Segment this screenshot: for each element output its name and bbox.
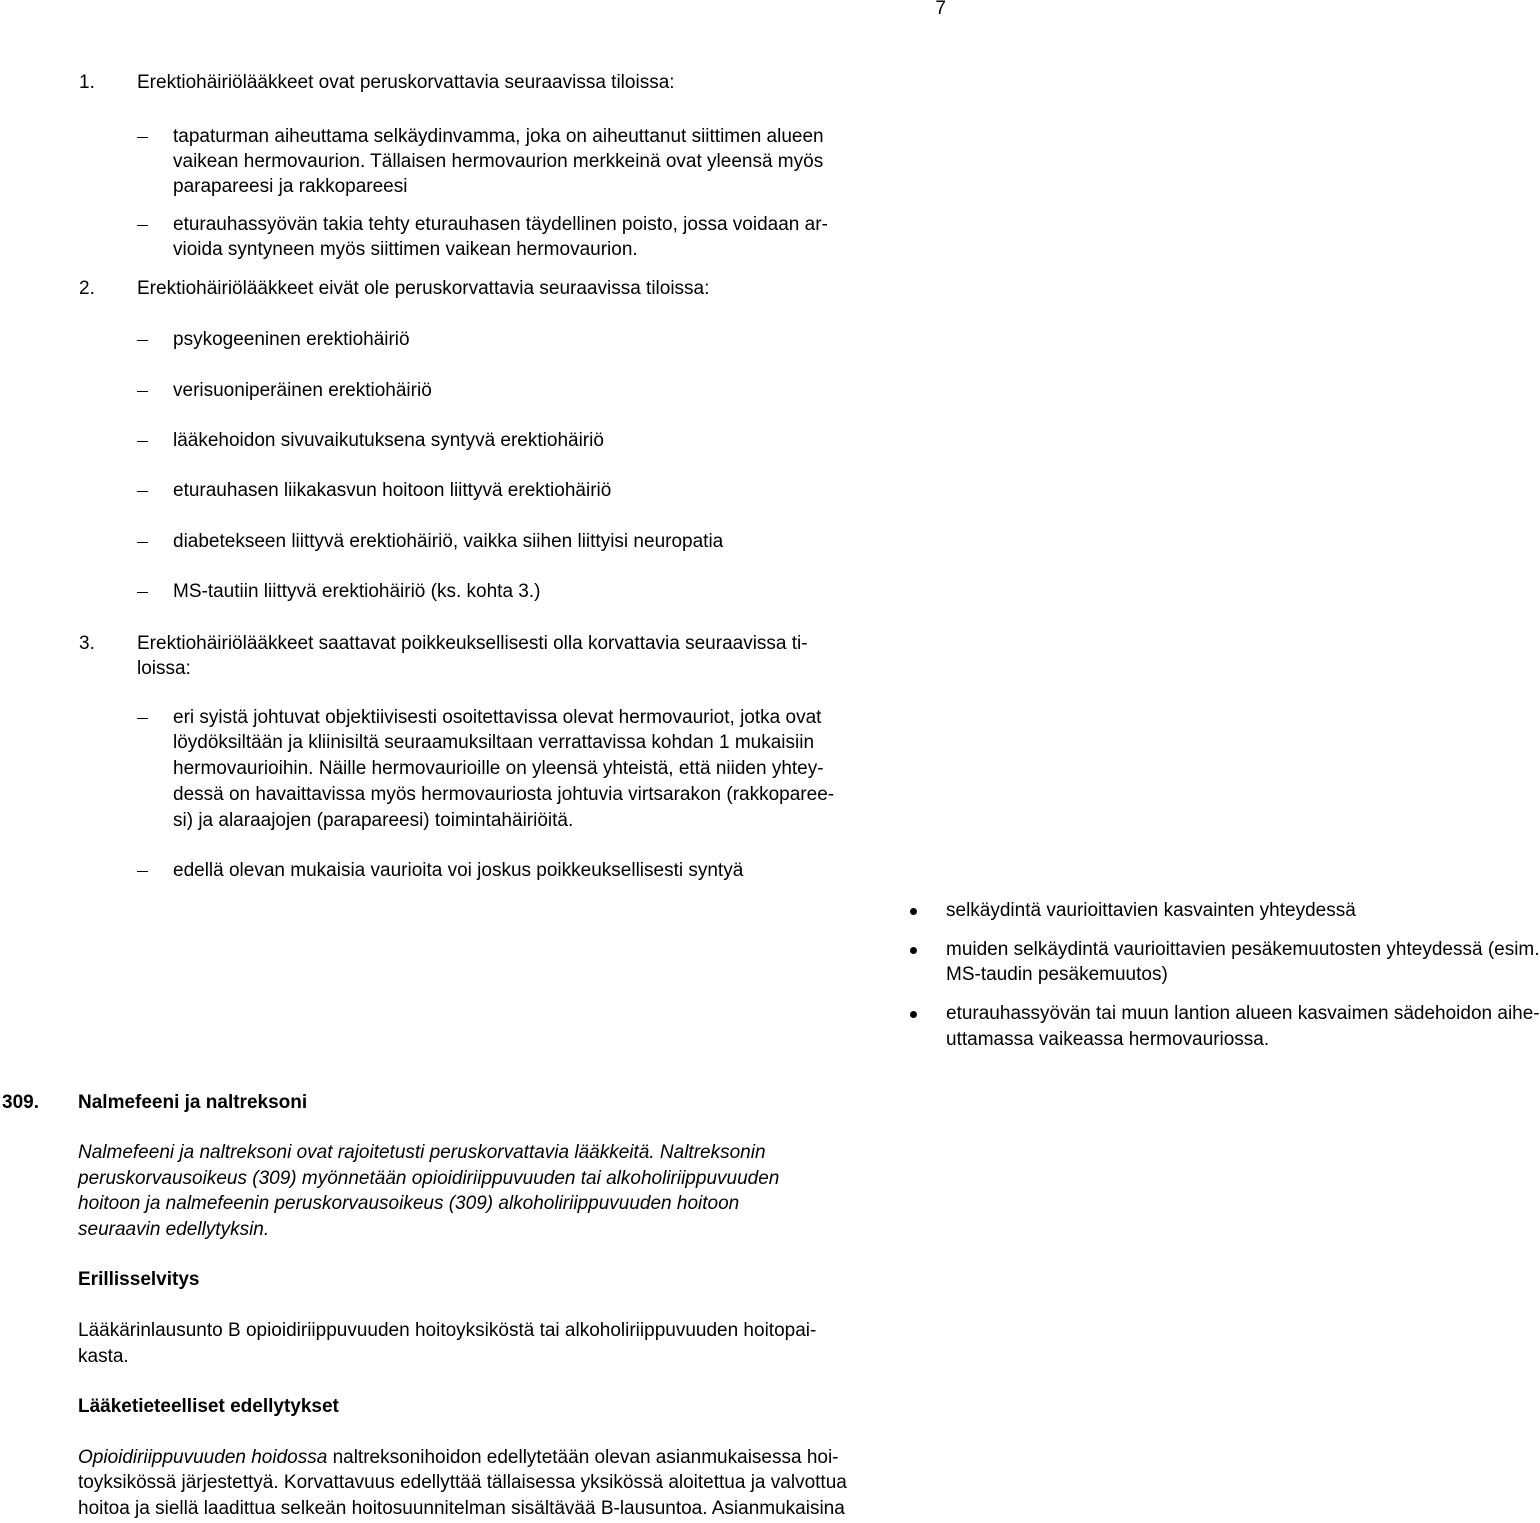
- para-2-line-2: toyksikössä järjestettyä. Korvattavuus edellyttää tällaisessa yksikössä aloitettua ja valvottua: [78, 1472, 847, 1493]
- section-title: Nalmefeeni ja naltreksoni: [78, 1092, 308, 1113]
- item-3-sub-1-line-1: eri syistä johtuvat objektiivisesti osoitettavissa olevat hermovauriot, jotka ovat: [173, 707, 822, 728]
- item-2-heading: Erektiohäiriölääkkeet eivät ole peruskorvattavia seuraavissa tiloissa:: [137, 278, 710, 299]
- item-3-sub-1-line-5: si) ja alaraajojen (parapareesi) toimintahäiriöitä.: [173, 810, 574, 831]
- item-2-sub-6: MS-tautiin liittyvä erektiohäiriö (ks. kohta 3.): [173, 581, 541, 602]
- item-1-sub-1-line-1: tapaturman aiheuttama selkäydinvamma, joka on aiheuttanut siittimen alueen: [173, 126, 824, 147]
- item-2-sub-1: psykogeeninen erektiohäiriö: [173, 329, 410, 350]
- item-1-sub-2-line-2: vioida syntyneen myös siittimen vaikean hermovaurion.: [173, 239, 638, 260]
- para-2-line-3: hoitoa ja siellä laadittua selkeän hoitosuunnitelman sisältävää B-lausuntoa. Asianmukaisina: [78, 1498, 845, 1519]
- bullet-icon: [910, 908, 917, 915]
- dash-icon: [137, 592, 148, 593]
- subheading-laaketieteelliset: Lääketieteelliset edellytykset: [78, 1396, 339, 1417]
- bullet-icon: [910, 947, 917, 954]
- item-2-sub-4: eturauhasen liikakasvun hoitoon liittyvä erektiohäiriö: [173, 480, 612, 501]
- section-intro-line-3: hoitoon ja nalmefeenin peruskorvausoikeus (309) alkoholiriippuvuuden hoitoon: [78, 1193, 740, 1214]
- dash-icon: [137, 391, 148, 392]
- item-3-sub-1-line-2: löydöksiltään ja kliinisiltä seuraamuksiltaan verrattavissa kohdan 1 mukaisiin: [173, 732, 815, 753]
- dash-icon: [137, 871, 148, 872]
- item-1-heading: Erektiohäiriölääkkeet ovat peruskorvattavia seuraavissa tiloissa:: [137, 72, 675, 93]
- item-3-bullet-1: selkäydintä vaurioittavien kasvainten yhteydessä: [946, 900, 1356, 921]
- dash-icon: [137, 225, 148, 226]
- item-3-heading-line-2: loissa:: [137, 658, 191, 679]
- section-intro-line-4: seuraavin edellytyksin.: [78, 1219, 270, 1240]
- item-2-number: 2.: [79, 278, 95, 299]
- para-1-line-1: Lääkärinlausunto B opioidiriippuvuuden hoitoyksiköstä tai alkoholiriippuvuuden hoitopai-: [78, 1320, 817, 1341]
- item-3-bullet-3-line-1: eturauhassyövän tai muun lantion alueen kasvaimen sädehoidon aihe-: [946, 1003, 1540, 1024]
- item-2-sub-3: lääkehoidon sivuvaikutuksena syntyvä erektiohäiriö: [173, 430, 604, 451]
- section-intro-line-1: Nalmefeeni ja naltreksoni ovat rajoitetusti peruskorvattavia lääkkeitä. Naltreksonin: [78, 1142, 766, 1163]
- item-3-sub-1-line-3: hermovaurioihin. Näille hermovaurioille on yleensä yhteistä, että niiden yhtey-: [173, 758, 824, 779]
- item-3-bullet-3-line-2: uttamassa vaikeassa hermovauriossa.: [946, 1029, 1270, 1050]
- item-1-sub-1-line-2: vaikean hermovaurion. Tällaisen hermovaurion merkkeinä ovat yleensä myös: [173, 151, 824, 172]
- item-3-bullet-2-line-2: MS-taudin pesäkemuutos): [946, 964, 1168, 985]
- subheading-erillisselvitys: Erillisselvitys: [78, 1269, 200, 1290]
- item-3-heading-line-1: Erektiohäiriölääkkeet saattavat poikkeuksellisesti olla korvattavia seuraavissa ti-: [137, 633, 808, 654]
- item-3-sub-2: edellä olevan mukaisia vaurioita voi joskus poikkeuksellisesti syntyä: [173, 860, 744, 881]
- bullet-icon: [910, 1011, 917, 1018]
- item-3-bullet-2-line-1: muiden selkäydintä vaurioittavien pesäkemuutosten yhteydessä (esim.: [946, 939, 1540, 960]
- dash-icon: [137, 491, 148, 492]
- item-1-sub-1-line-3: parapareesi ja rakkopareesi: [173, 176, 408, 197]
- dash-icon: [137, 137, 148, 138]
- para-2-line-1: [78, 1445, 839, 1471]
- para-1-line-2: kasta.: [78, 1346, 129, 1367]
- item-3-number: 3.: [79, 633, 95, 654]
- item-2-sub-2: verisuoniperäinen erektiohäiriö: [173, 380, 432, 401]
- item-1-number: 1.: [79, 72, 95, 93]
- dash-icon: [137, 441, 148, 442]
- para-2-italic-lead: Opioidiriippuvuuden hoidossa: [78, 1447, 328, 1468]
- item-1-sub-2-line-1: eturauhassyövän takia tehty eturauhasen täydellinen poisto, jossa voidaan ar-: [173, 214, 828, 235]
- dash-icon: [137, 542, 148, 543]
- para-2-line-1-rest: naltreksonihoidon edellytetään olevan asianmukaisessa hoi-: [327, 1447, 839, 1468]
- dash-icon: [137, 340, 148, 341]
- item-3-sub-1-line-4: dessä on havaittavissa myös hermovauriosta johtuvia virtsarakon (rakkoparee-: [173, 784, 835, 805]
- section-intro-line-2: peruskorvausoikeus (309) myönnetään opioidiriippuvuuden tai alkoholiriippuvuuden: [78, 1168, 780, 1189]
- dash-icon: [137, 718, 148, 719]
- section-number: 309.: [2, 1092, 39, 1113]
- page-number: 7: [935, 0, 946, 19]
- item-2-sub-5: diabetekseen liittyvä erektiohäiriö, vaikka siihen liittyisi neuropatia: [173, 531, 724, 552]
